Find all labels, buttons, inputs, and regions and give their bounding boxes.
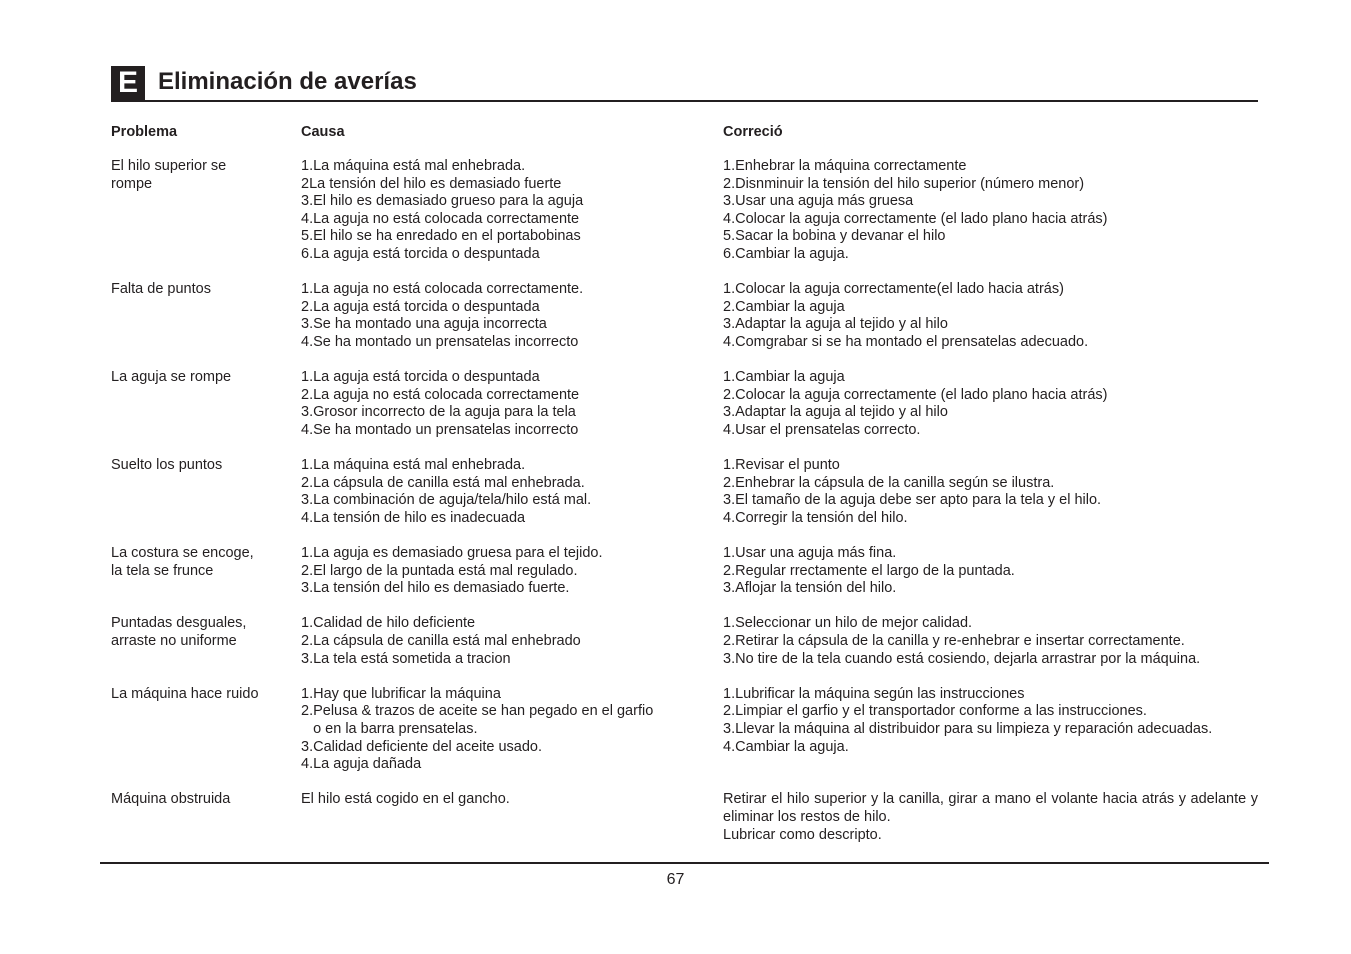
cause-line: 5.El hilo se ha enredado en el portabobinas — [301, 228, 581, 245]
correction-line: 3.Aflojar la tensión del hilo. — [723, 580, 897, 597]
problem-cell: El hilo superior se rompe — [111, 158, 227, 192]
page-title: Eliminación de averías — [158, 68, 417, 95]
cause-line: 1.Hay que lubrificar la máquina — [301, 685, 501, 702]
cause-line: 1.La máquina está mal enhebrada. — [301, 158, 526, 174]
cause-line: 2.El largo de la puntada está mal regulado. — [301, 562, 578, 579]
cause-line: El hilo está cogido en el gancho. — [301, 791, 510, 808]
correction-line: 3.No tire de la tela cuando está cosiendo, dejarla arrastrar por la máquina. — [723, 650, 1201, 667]
troubleshooting-table — [111, 122, 1258, 862]
correction-line: 1.Usar una aguja más fina. — [723, 545, 897, 562]
cause-cell — [301, 791, 723, 809]
problem-cell: Máquina obstruida — [111, 791, 231, 808]
correction-cell — [723, 686, 1258, 756]
cause-cell — [301, 369, 723, 439]
correction-line: 2.Colocar la aguja correctamente (el lado plano hacia atrás) — [723, 386, 1108, 403]
table-row — [111, 615, 1258, 668]
cause-line: 1.La aguja no está colocada correctamente. — [301, 281, 584, 298]
correction-cell — [723, 457, 1258, 527]
cause-line: 3.La tela está sometida a tracion — [301, 650, 511, 667]
cause-cell — [301, 615, 723, 668]
correction-cell — [723, 369, 1258, 439]
cause-line: 4.La aguja no está colocada correctamente — [301, 210, 580, 227]
problem-cell: Suelto los puntos — [111, 457, 223, 474]
cause-line: o en la barra prensatelas. — [301, 721, 478, 737]
cause-line: 2.La cápsula de canilla está mal enhebrada. — [301, 474, 585, 491]
table-body — [111, 158, 1258, 844]
correction-line: 6.Cambiar la aguja. — [723, 245, 849, 262]
correction-line: 1.Enhebrar la máquina correctamente — [723, 158, 967, 174]
cause-line: 1.La aguja es demasiado gruesa para el tejido. — [301, 545, 603, 562]
correction-line: 1.Lubrificar la máquina según las instrucciones — [723, 685, 1025, 702]
correction-line: 2.Retirar la cápsula de la canilla y re-enhebrar e insertar correctamente. — [723, 633, 1185, 650]
footer-divider — [100, 862, 1269, 864]
cause-line: 4.La aguja dañada — [301, 756, 422, 773]
correction-cell — [723, 615, 1258, 668]
cause-line: 2.La cápsula de canilla está mal enhebrado — [301, 633, 581, 650]
correction-line: Lubricar como descripto. — [723, 826, 882, 843]
correction-cell — [723, 545, 1258, 598]
cause-line: 3.La combinación de aguja/tela/hilo está mal. — [301, 492, 592, 509]
cause-line: 3.Calidad deficiente del aceite usado. — [301, 738, 543, 755]
cause-line: 3.Grosor incorrecto de la aguja para la tela — [301, 404, 576, 421]
cause-cell — [301, 457, 723, 527]
cause-line: 6.La aguja está torcida o despuntada — [301, 245, 540, 262]
correction-line: 2.Enhebrar la cápsula de la canilla según se ilustra. — [723, 474, 1055, 491]
correction-line: 5.Sacar la bobina y devanar el hilo — [723, 228, 946, 245]
table-row — [111, 686, 1258, 774]
correction-line: 4.Comgrabar si se ha montado el prensatelas adecuado. — [723, 333, 1089, 350]
problem-cell: La máquina hace ruido — [111, 685, 259, 702]
correction-line: 2.Limpiar el garfio y el transportador conforme a las instrucciones. — [723, 703, 1147, 720]
correction-line: 4.Colocar la aguja correctamente (el lado plano hacia atrás) — [723, 210, 1108, 227]
correction-line: 4.Usar el prensatelas correcto. — [723, 421, 921, 438]
cause-line: 3.La tensión del hilo es demasiado fuerte. — [301, 580, 570, 597]
table-row — [111, 369, 1258, 439]
correction-line: 4.Cambiar la aguja. — [723, 738, 849, 755]
correction-line: 4.Corregir la tensión del hilo. — [723, 509, 908, 526]
cause-line: 2.La aguja no está colocada correctamente — [301, 386, 580, 403]
correction-line: 3.Usar una aguja más gruesa — [723, 193, 914, 210]
correction-cell — [723, 158, 1258, 264]
correction-line: 1.Revisar el punto — [723, 457, 840, 474]
correction-cell — [723, 791, 1258, 844]
cause-line: 1.La aguja está torcida o despuntada — [301, 369, 540, 386]
page-header — [111, 66, 1258, 102]
cause-line: 4.Se ha montado un prensatelas incorrecto — [301, 421, 579, 438]
cause-cell — [301, 686, 723, 774]
table-header-row — [111, 122, 1258, 158]
column-header-cause: Causa — [301, 124, 345, 140]
problem-cell: Falta de puntos — [111, 281, 211, 298]
section-letter-badge: E — [111, 66, 145, 100]
correction-line: 3.Llevar la máquina al distribuidor para su limpieza y reparación adecuadas. — [723, 721, 1213, 737]
table-row — [111, 281, 1258, 351]
cause-line: 3.Se ha montado una aguja incorrecta — [301, 316, 547, 333]
problem-cell: La aguja se rompe — [111, 369, 232, 386]
cause-line: 4.La tensión de hilo es inadecuada — [301, 509, 526, 526]
cause-line: 1.Calidad de hilo deficiente — [301, 615, 476, 632]
correction-line: 1.Cambiar la aguja — [723, 369, 845, 386]
column-header-correction: Correció — [723, 124, 783, 140]
correction-line: 3.Adaptar la aguja al tejido y al hilo — [723, 404, 948, 421]
correction-line: 3.El tamaño de la aguja debe ser apto para la tela y el hilo. — [723, 492, 1102, 509]
cause-line: 4.Se ha montado un prensatelas incorrecto — [301, 333, 579, 350]
correction-line: Retirar el hilo superior y la canilla, girar a mano el volante hacia atrás y adelante y eliminar los restos de hilo. — [723, 791, 1258, 825]
cause-cell — [301, 545, 723, 598]
problem-cell: Puntadas desguales, arraste no uniforme — [111, 615, 247, 650]
cause-line: 2.Pelusa & trazos de aceite se han pegado en el garfio — [301, 703, 654, 720]
correction-line: 3.Adaptar la aguja al tejido y al hilo — [723, 316, 948, 333]
correction-line: 2.Cambiar la aguja — [723, 298, 845, 315]
table-row — [111, 158, 1258, 264]
cause-line: 3.El hilo es demasiado grueso para la aguja — [301, 193, 584, 210]
page-number: 67 — [666, 871, 685, 888]
correction-line: 2.Disnminuir la tensión del hilo superior (número menor) — [723, 175, 1085, 192]
cause-line: 2La tensión del hilo es demasiado fuerte — [301, 175, 562, 192]
correction-line: 1.Seleccionar un hilo de mejor calidad. — [723, 615, 973, 632]
cause-cell — [301, 281, 723, 351]
column-header-problem: Problema — [111, 124, 178, 140]
cause-line: 2.La aguja está torcida o despuntada — [301, 298, 540, 315]
cause-line: 1.La máquina está mal enhebrada. — [301, 457, 526, 474]
table-row — [111, 457, 1258, 527]
table-row — [111, 791, 1258, 844]
correction-cell — [723, 281, 1258, 351]
correction-line: 2.Regular rrectamente el largo de la puntada. — [723, 562, 1015, 579]
problem-cell: La costura se encoge, la tela se frunce — [111, 545, 254, 579]
table-row — [111, 545, 1258, 598]
cause-cell — [301, 158, 723, 264]
correction-line: 1.Colocar la aguja correctamente(el lado hacia atrás) — [723, 281, 1064, 298]
